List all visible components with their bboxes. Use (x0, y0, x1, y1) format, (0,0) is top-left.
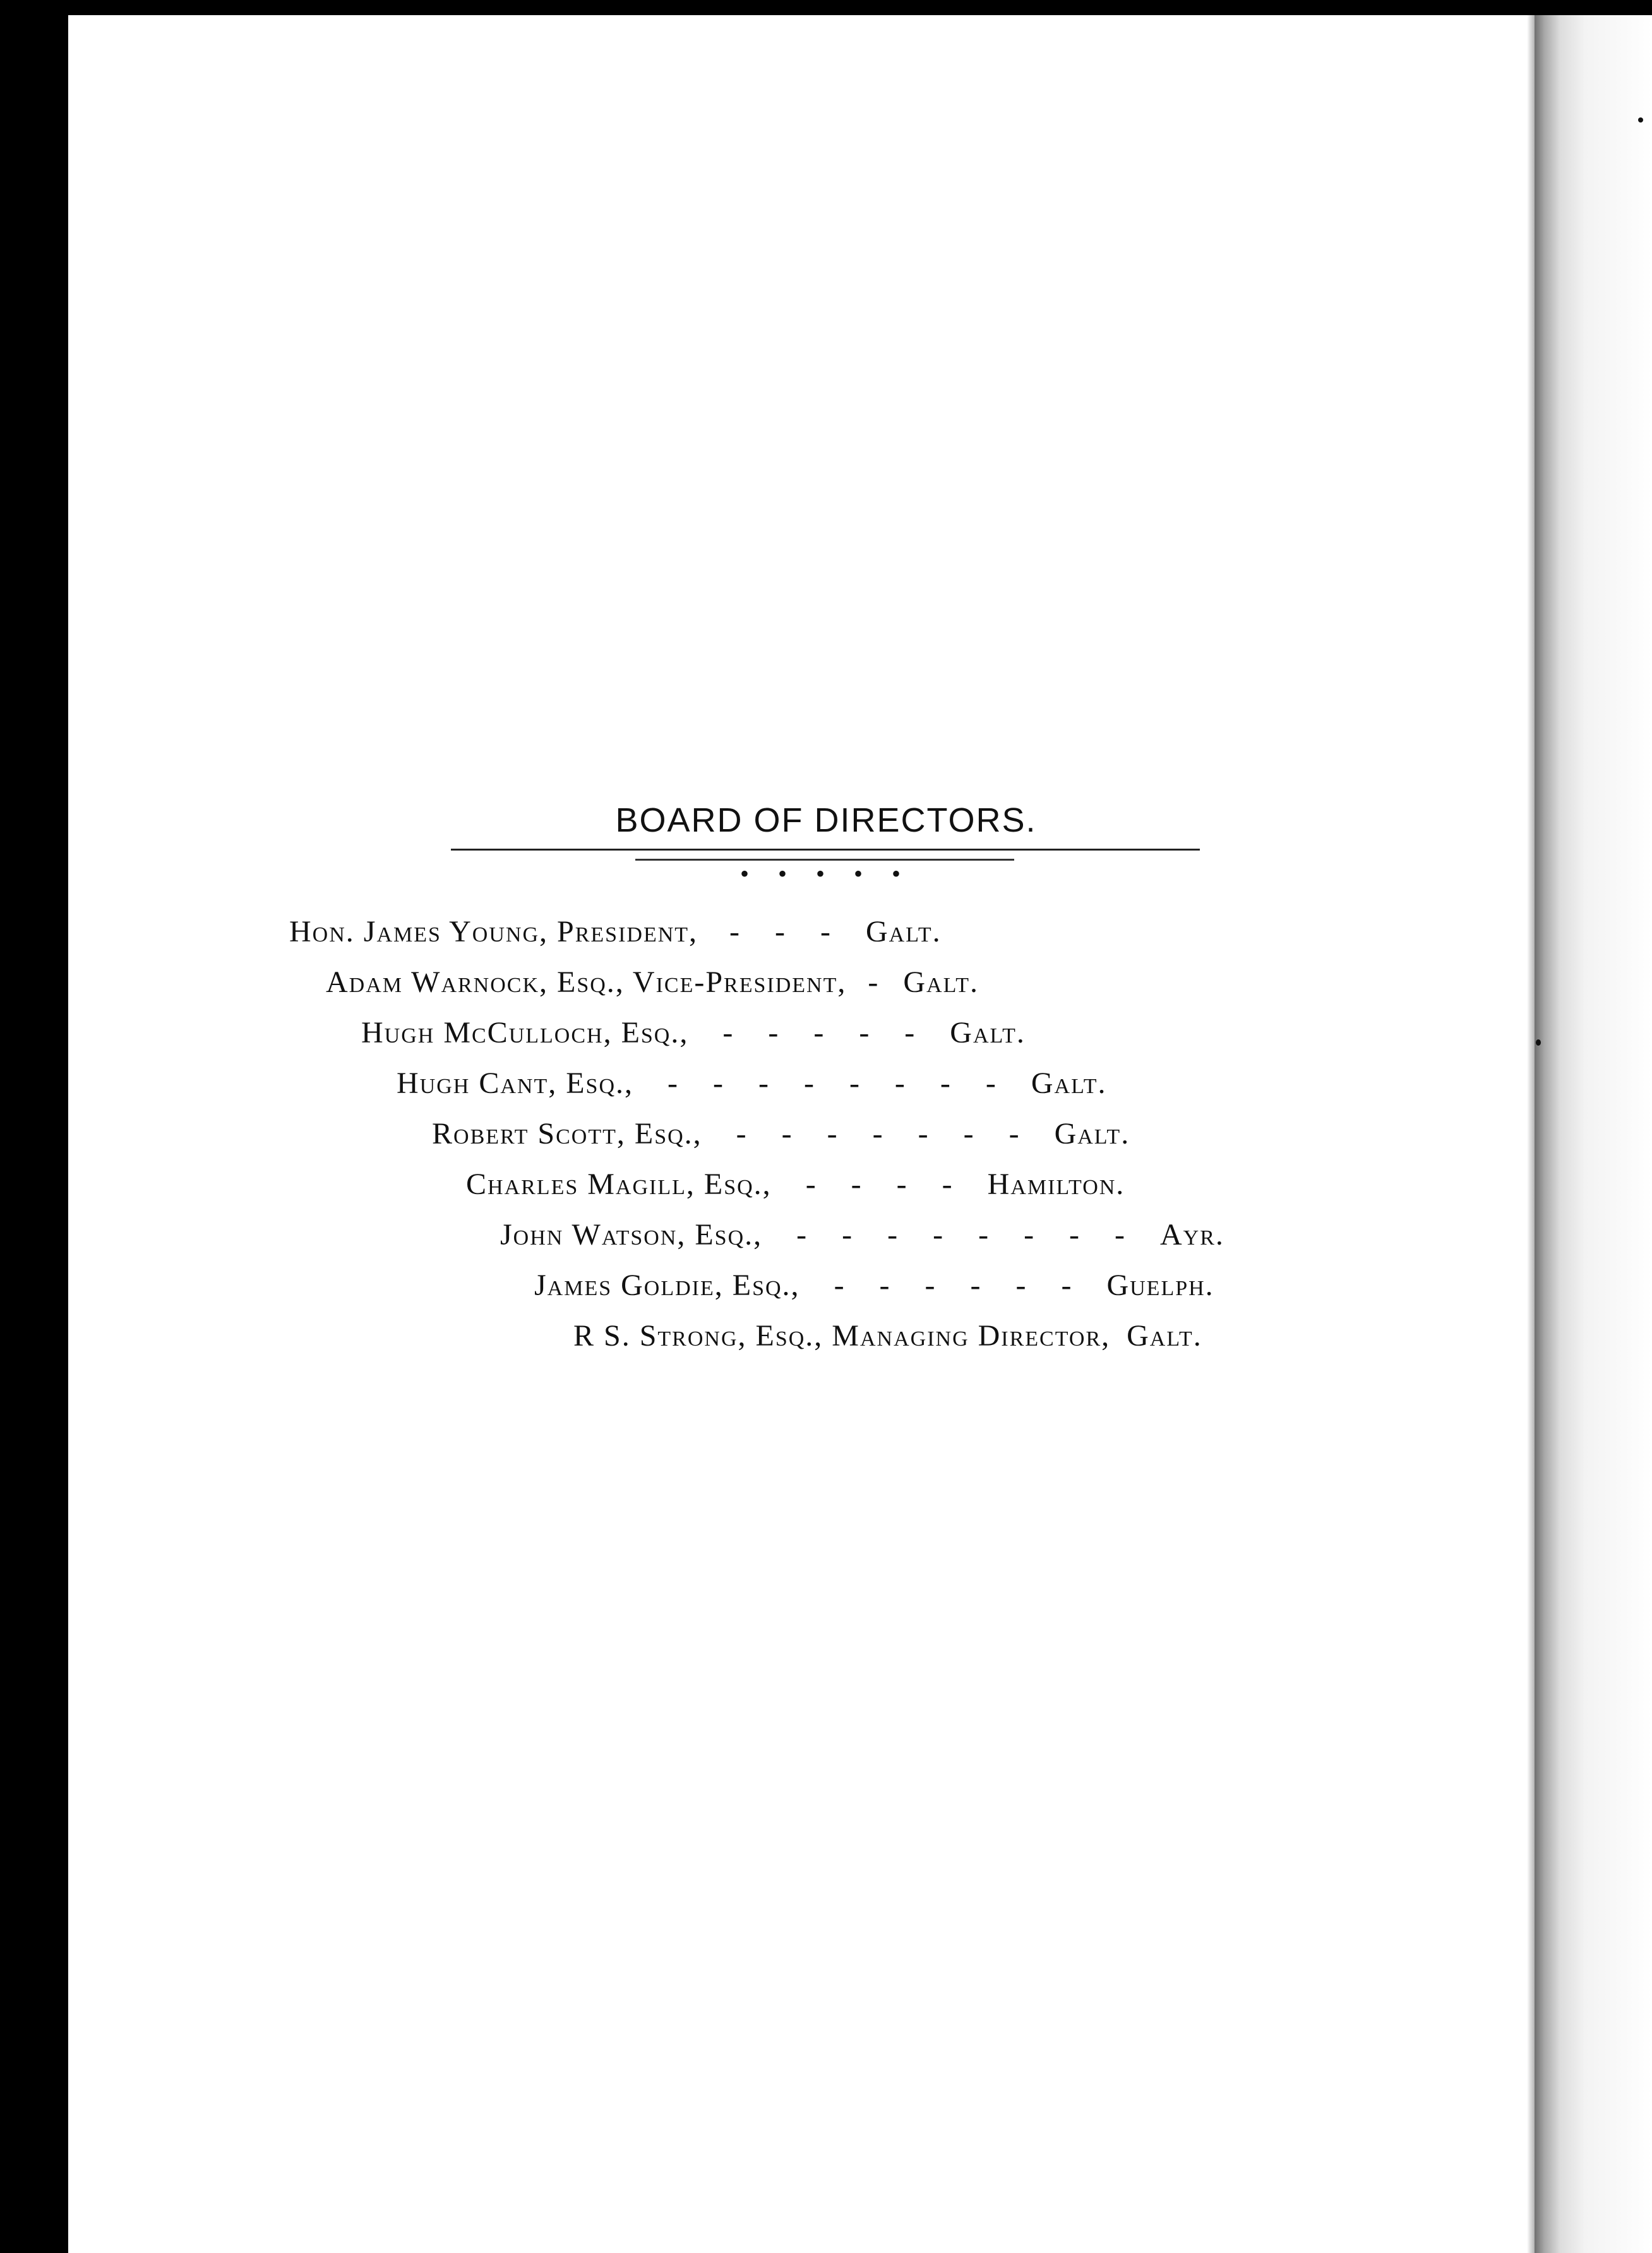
director-name: Hugh Cant, Esq., (397, 1067, 633, 1100)
separator-dashes: - - - - - - - - (667, 1067, 1010, 1100)
director-row (534, 1268, 1214, 1303)
adjacent-page-edge (1535, 15, 1652, 2253)
separator-dashes: - - - - - - - - (796, 1218, 1139, 1252)
director-place: Galt. (950, 1016, 1026, 1049)
director-row (289, 914, 942, 949)
separator-dashes: - - - - - (722, 1016, 929, 1049)
separator-dashes: - - - - - - - (736, 1117, 1033, 1150)
director-place: Guelph. (1106, 1269, 1214, 1302)
director-row (397, 1066, 1107, 1101)
director-place: Galt. (865, 915, 942, 948)
director-row (500, 1217, 1224, 1252)
director-row (466, 1167, 1125, 1202)
director-place: Galt. (1054, 1117, 1130, 1150)
director-name: Adam Warnock, Esq., Vice-President, (326, 965, 847, 999)
separator-dashes: - - - - (805, 1168, 966, 1201)
director-name: Charles Magill, Esq., (466, 1168, 772, 1201)
separator-dashes: - (868, 965, 892, 999)
director-place: Galt. (903, 965, 979, 999)
director-place: Galt. (1127, 1319, 1202, 1353)
page-title: BOARD OF DIRECTORS. (615, 801, 1037, 839)
director-place: Galt. (1031, 1067, 1107, 1100)
director-name: Robert Scott, Esq., (432, 1117, 702, 1150)
scan-speck (1638, 117, 1643, 123)
director-row (432, 1116, 1130, 1151)
scan-speck (1536, 1039, 1541, 1046)
director-name: James Goldie, Esq., (534, 1269, 800, 1302)
director-row (573, 1318, 1202, 1353)
ornament-dots: • • • • • (739, 859, 913, 888)
director-place: Ayr. (1160, 1218, 1224, 1252)
separator-dashes: - - - - - - (834, 1269, 1086, 1302)
separator-dashes: - - - (729, 915, 844, 948)
director-name: Hon. James Young, President, (289, 915, 698, 948)
director-name: Hugh McCulloch, Esq., (361, 1016, 689, 1049)
director-name: R S. Strong, Esq., Managing Director, (573, 1319, 1111, 1353)
title-rule (451, 849, 1200, 851)
director-place: Hamilton. (987, 1168, 1125, 1201)
director-row (361, 1015, 1026, 1050)
director-name: John Watson, Esq., (500, 1218, 763, 1252)
director-row (326, 965, 979, 1000)
